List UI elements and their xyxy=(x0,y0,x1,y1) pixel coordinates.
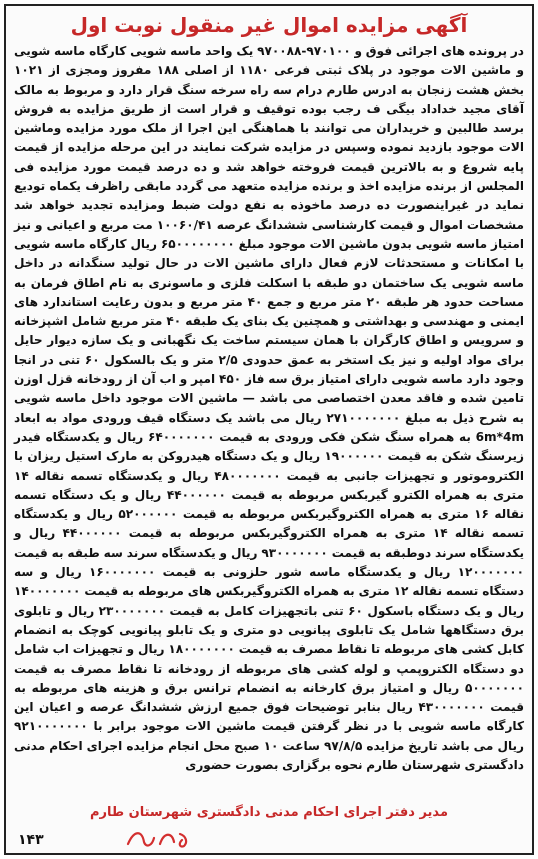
handwritten-mark xyxy=(124,826,194,850)
notice-code: ۱۴۳ xyxy=(18,832,44,848)
notice-title: آگهی مزایده اموال غیر منقول نوبت اول xyxy=(70,13,468,37)
notice-footer xyxy=(14,826,524,850)
auction-notice xyxy=(4,4,534,855)
notice-signature: مدیر دفتر اجرای احکام مدنی دادگستری شهرستان طارم xyxy=(89,805,448,820)
notice-body: در پرونده های اجرائی فوق و ۹۷۰۱۰۰-۹۷۰۰۸۸ یک واحد ماسه شویی کارگاه ماسه شویی و ماشین الات موجود در پلاک ثبتی فرعی ۱۱۸۰ از اصلی ۱۸۸ مفروز ومجزی از ۱۰۲۱ بخش هشت زنجان به ادرس طارم درام سه راه سرخه سنگ قرار دارد و مربوط به مالک آقای مجید خداداد بیگی ف رجب بوده توقیف و قرار است از طریق مزایده به فروش برسد طالبین و خریداران می توانند با هماهنگی این اجرا از ملک مورد مزایده وماشین الات موجود بازدید نموده وسپس در مزایده شرکت نمایند در این مرحله مزایده از قیمت پایه شروع و به بالاترین قیمت فروخته خواهد شد و ده درصد قیمت مورد مزایده فی المجلس از برنده مزایده اخذ و برنده مزایده متعهد می گردد مابقی راظرف یکماه تودیع نماید در غیراینصورت ده درصد ماخوذه به نفع دولت ضبط ومزایده تجدید خواهد شد مشخصات اموال و قیمت کارشناسی ششدانگ عرصه ۱۰۰۶۰/۴۱ مت مربع و اعیانی و نیز امتیاز ماسه شویی بدون ماشین الات موجود مبلغ ۶۵۰۰۰۰۰۰۰۰ ریال کارگاه ماسه شویی با امکانات و مستحدثات لازم فعال دارای ماشین الات در حال تولید سنگدانه در داخل ماسه شویی یک ساختمان دو طبقه با اسکلت فلزی و ماسونری به نام اطاق فرمان به مساحت حدود هر طبقه ۲۰ متر مربع و جمع ۴۰ متر مربع و بدون رعایت استاندارد های ایمنی و مهندسی و بهداشتی و همچنین یک بنای یک طبقه ۴۰ متر مربع شامل اشپزخانه و سرویس و اطاق کارگران با همان سیستم ساخت یک نگهبانی و یک سازه دیوار حایل برای مواد اولیه و نیز یک استخر به عمق حدودی ۲/۵ متر و یک بالسکول ۶۰ تنی در انجا وجود دارد ماسه شویی دارای امتیاز برق سه فاز ۴۵۰ امپر و اب آن از رودخانه قزل اوزن تامین شده و فاقد معدن اختصاصی می باشد — ماشین الات موجود داخل ماسه شویی به شرح ذیل به مبلغ ۲۷۱۰۰۰۰۰۰۰ ریال می باشد یک دستگاه قیف ورودی مواد به ابعاد 6m*4m به همراه سنگ شکن فکی ورودی به قیمت ۶۴۰۰۰۰۰۰۰ ریال و یکدستگاه فیدر زیرسنگ شکن به قیمت ۱۹۰۰۰۰۰۰ ریال و یک دستگاه هیدروکن به مارک استیل ریزان با الکتروموتور و تجهیزات جانبی به قیمت ۴۸۰۰۰۰۰۰۰ ریال و یکدستگاه تسمه نقاله ۱۴ متری به همراه الکترو گیربکس مربوطه به قیمت ۴۴۰۰۰۰۰۰ ریال و یک دستگاه تسمه نقاله ۱۶ متری به همراه الکتروگیربکس مربوطه به قیمت ۵۲۰۰۰۰۰۰ ریال و یکدستگاه تسمه نقاله ۱۴ متری به همراه الکتروگیربکس مربوطه به قیمت ۴۴۰۰۰۰۰۰ ریال و یکدستگاه سرند دوطبقه به قیمت ۹۳۰۰۰۰۰۰۰ ریال و یکدستگاه سرند سه طبقه به قیمت ۱۲۰۰۰۰۰۰۰ ریال و یکدستگاه ماسه شور حلزونی به قیمت ۱۶۰۰۰۰۰۰۰ ریال و سه دستگاه تسمه نقاله ۱۲ متری به همراه الکتروگیربکس های مربوطه به قیمت ۱۴۰۰۰۰۰۰۰ ریال و یک دستگاه باسکول ۶۰ تنی باتجهیزات کامل به قیمت ۲۳۰۰۰۰۰۰۰ ریال و تابلوی برق دستگاهها شامل یک تابلوی پیانویی دو متری و یک تابلو پیانویی کوچک به انضمام کابل کشی های مربوطه تا نقاط مصرف به قیمت ۱۸۰۰۰۰۰۰۰ ریال و تجهیزات اب شامل دو دستگاه الکتروپمپ و لوله کشی های مربوطه از رودخانه تا نقاط مصرف به قیمت ۵۰۰۰۰۰۰۰ ریال و امتیاز برق کارخانه به انضمام ترانس برق و هزینه های مربوطه به قیمت ۴۳۰۰۰۰۰۰۰ ریال بنابر توضیحات فوق جمیع ارزش ششدانگ عرصه و اعیان این کارگاه ماسه شویی با در نظر گرفتن قیمت ماشین الات موجود برابر با ۹۲۱۰۰۰۰۰۰۰ ریال می باشد تاریخ مزایده ۹۷/۸/۵ ساعت ۱۰ صبح محل انجام مزایده اجرای احکام مدنی دادگستری شهرستان طارم نحوه برگزاری بصورت حضوری xyxy=(14,44,525,772)
